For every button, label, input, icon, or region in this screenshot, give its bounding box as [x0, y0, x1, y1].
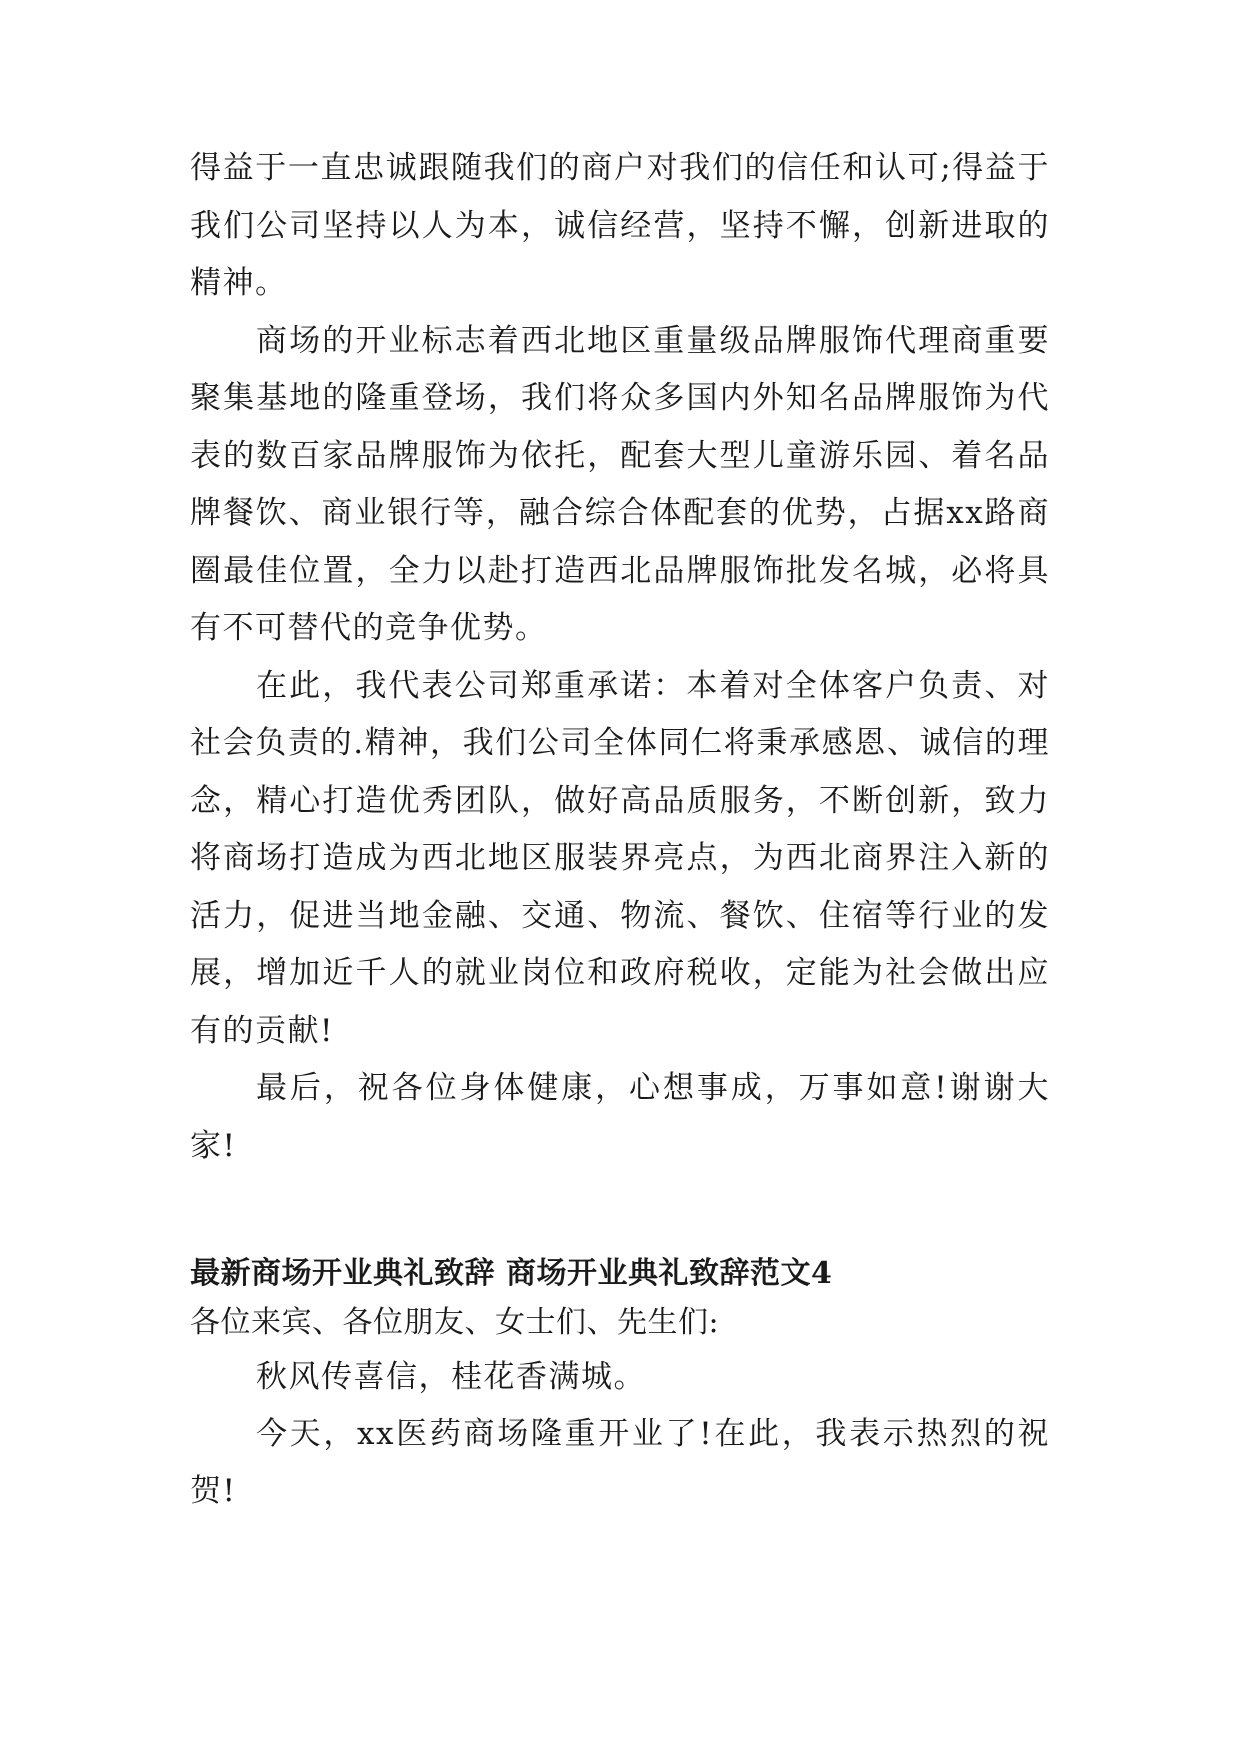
document-page	[190, 140, 1050, 1520]
paragraph: 最后，祝各位身体健康，心想事成，万事如意!谢谢大家!	[190, 1070, 1050, 1164]
paragraph: 秋风传喜信，桂花香满城。	[256, 1359, 646, 1395]
salutation: 各位来宾、各位朋友、女士们、先生们:	[190, 1305, 720, 1340]
section-title: 最新商场开业典礼致辞 商场开业典礼致辞范文4	[190, 1256, 833, 1291]
paragraph: 在此，我代表公司郑重承诺：本着对全体客户负责、对社会负责的.精神，我们公司全体同仁将秉承感恩、诚信的理念，精心打造优秀团队，做好高品质服务，不断创新，致力将商场打造成为西北地区服装界亮点，为西北商界注入新的活力，促进当地金融、交通、物流、餐饮、住宿等行业的发展，增加近千人的就业岗位和政府税收，定能为社会做出应有的贡献!	[190, 667, 1050, 1049]
paragraph: 得益于一直忠诚跟随我们的商户对我们的信任和认可;得益于我们公司坚持以人为本，诚信经营，坚持不懈，创新进取的精神。	[190, 150, 1050, 301]
paragraph: 商场的开业标志着西北地区重量级品牌服饰代理商重要聚集基地的隆重登场，我们将众多国内外知名品牌服饰为代表的数百家品牌服饰为依托，配套大型儿童游乐园、着名品牌餐饮、商业银行等，融合综合体配套的优势，占据xx路商圈最佳位置，全力以赴打造西北品牌服饰批发名城，必将具有不可替代的竞争优势。	[190, 322, 1050, 646]
paragraph: 今天，xx医药商场隆重开业了!在此，我表示热烈的祝贺!	[190, 1416, 1050, 1509]
